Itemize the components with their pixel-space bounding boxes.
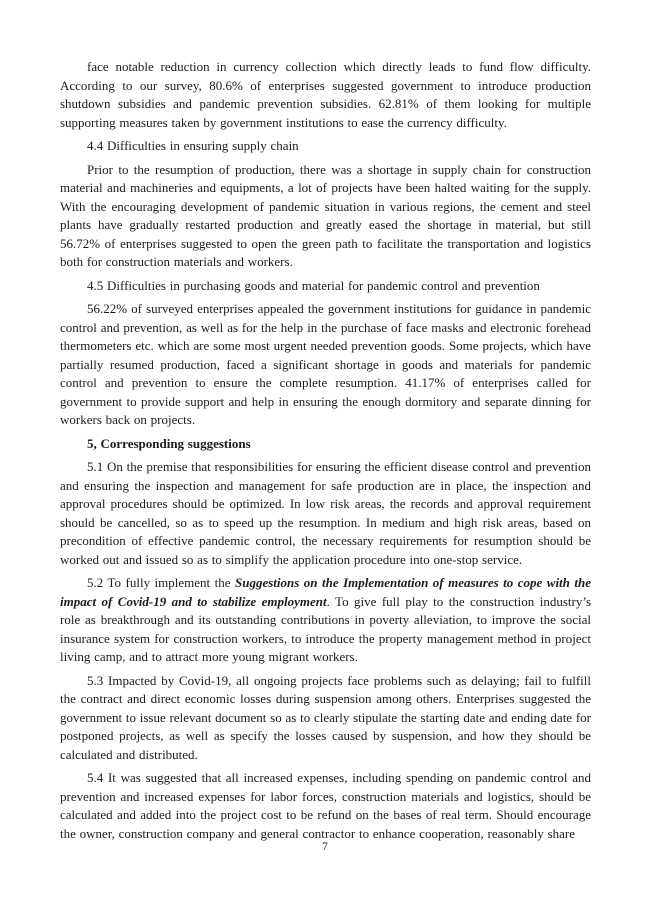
page-content bbox=[60, 58, 591, 848]
paragraph-pandemic-goods: 56.22% of surveyed enterprises appealed the government institutions for guidance in pandemic control and prevention, as well as for the help in the purchase of face masks and electronic forehead thermometers etc. which are some most urgent needed prevention goods. Some projects, which have partially resumed production, faced a significant shortage in goods and materials for pandemic control and prevention to ensure the complete resumption. 41.17% of enterprises called for government to provide support and help in ensuring the enough dormitory and separate dinning for workers back on projects. bbox=[60, 301, 591, 427]
paragraph-5-2-rest: . To give full play to the construction industry’s role as breakthrough and its outstanding contributions in poverty alleviation, to improve the social insurance system for construction workers, to introduce the property management method in project living camp, and to attract more young migrant workers. bbox=[60, 593, 592, 664]
paragraph-5-1: 5.1 On the premise that responsibilities for ensuring the efficient disease control and prevention and ensuring the inspection and management for safe production are in place, the inspection and approval procedures should be optimized. In low risk areas, the records and approval requirement should be cancelled, so as to speed up the resumption. In medium and high risk areas, based on precondition of effective pandemic control, the necessary requirements for resumption should be worked out and issued so as to simplify the application procedure into one-stop service. bbox=[60, 459, 591, 567]
heading-4-4-supply-chain: 4.4 Difficulties in ensuring supply chain bbox=[87, 138, 299, 153]
paragraph-5-2 bbox=[60, 574, 591, 667]
paragraph-5-3: 5.3 Impacted by Covid-19, all ongoing projects face problems such as delaying; fail to fulfill the contract and direct economic losses during suspension among others. Enterprises suggested the government to issue relevant document so as to clearly stipulate the starting date and ending date for postponed projects, as well as specify the losses caused by suspension, and how they should be calculated and distributed. bbox=[60, 672, 591, 762]
paragraph-5-2-prefix: 5.2 To fully implement the bbox=[87, 575, 235, 590]
heading-4-5-purchasing-goods: 4.5 Difficulties in purchasing goods and material for pandemic control and prevention bbox=[87, 277, 540, 293]
paragraph-5-4: 5.4 It was suggested that all increased expenses, including spending on pandemic control and prevention and increased expenses for labor forces, construction materials and logistics, should be calculated and added into the project cost to be refund on the bases of real term. Should encourage the owner, construction company and general contractor to enhance cooperation, reasonably share bbox=[60, 770, 591, 841]
paragraph-supply-chain: Prior to the resumption of production, there was a shortage in supply chain for construction material and machineries and equipments, a lot of projects have been halted waiting for the supply. With the encouraging development of pandemic situation in various regions, the cement and steel plants have gradually restarted production and greatly eased the shortage in material, but still 56.72% of enterprises suggested to open the green path to facilitate the transportation and logistics both for construction materials and workers. bbox=[60, 161, 591, 269]
heading-5-corresponding-suggestions: 5, Corresponding suggestions bbox=[87, 435, 251, 451]
page-number: 7 bbox=[322, 841, 328, 853]
paragraph-currency-difficulty: face notable reduction in currency collection which directly leads to fund flow difficulty. According to our survey, 80.6% of enterprises suggested government to introduce production shutdown subsidies and pandemic prevention subsidies. 62.81% of them looking for multiple supporting measures taken by government institutions to ease the currency difficulty. bbox=[60, 59, 591, 130]
paragraph-5-2-cited-document-title: Suggestions on the Implementation of measures to cope with the impact of Covid-19 and to stabilize employment bbox=[60, 575, 591, 609]
